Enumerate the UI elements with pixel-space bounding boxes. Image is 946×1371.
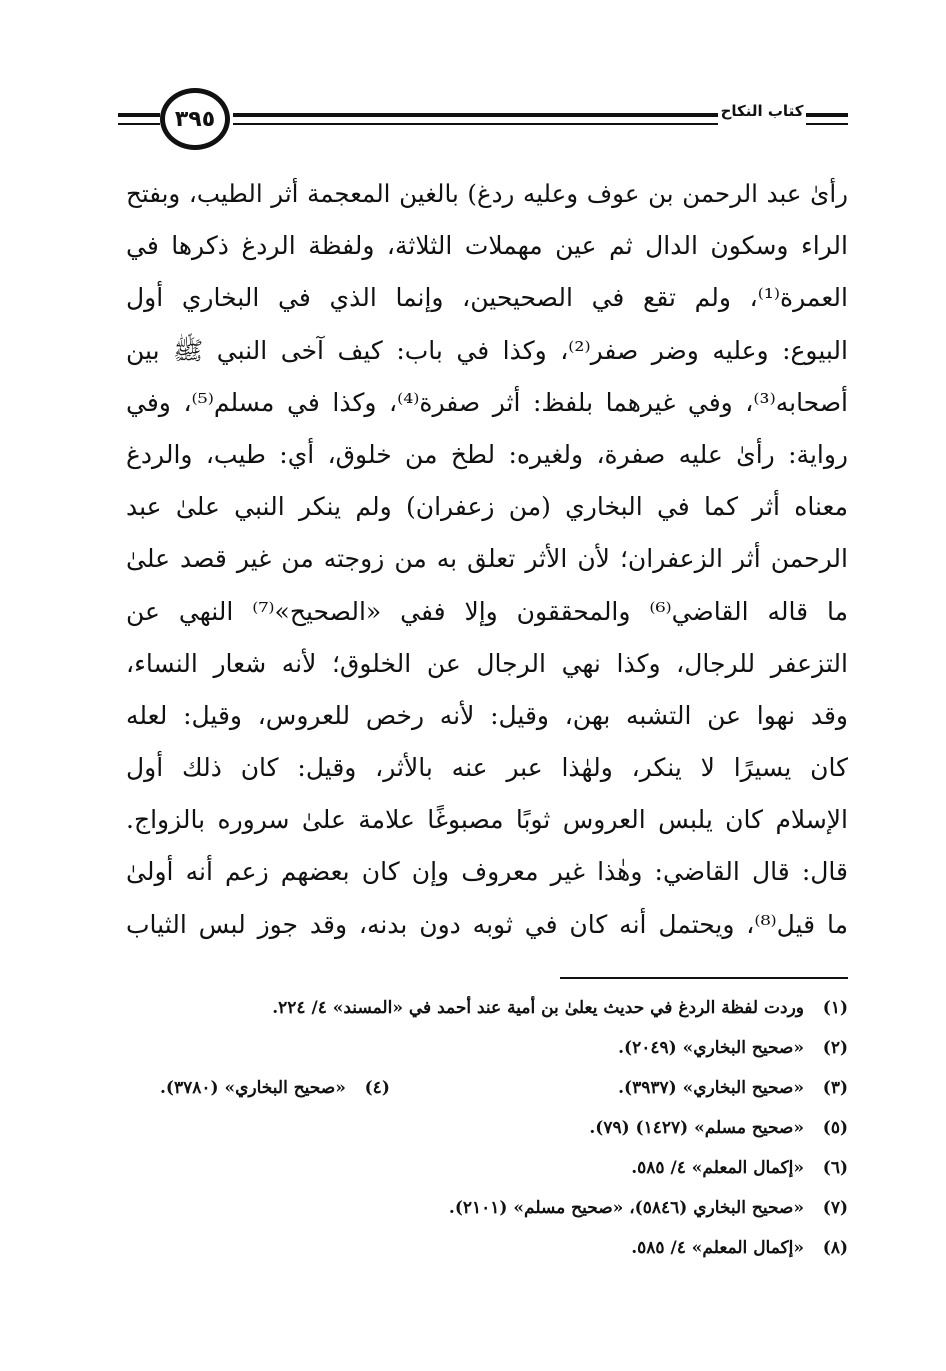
header-rule	[806, 123, 848, 125]
footnote-inline	[160, 1068, 390, 1108]
footnote-text: «صحيح البخاري (٥٨٤٦)، «صحيح مسلم» (٢١٠١).	[448, 1198, 804, 1218]
footnote	[120, 1148, 848, 1188]
footnote	[120, 988, 848, 1028]
text-line: الراء وسكون الدال ثم عين مهملات الثلاثة، ولفظة الردغ ذكرها في	[126, 231, 848, 261]
footnote-text: «صحيح البخاري» (٣٩٣٧).	[618, 1078, 804, 1098]
text-line: العمرة⁽¹⁾، ولم تقع في الصحيحين، وإنما الذي في البخاري أول	[126, 283, 848, 313]
text-line: البيوع: وعليه وضر صفر⁽²⁾، وكذا في باب: كيف آخى النبي ﷺ بين	[126, 335, 848, 365]
header-rule	[806, 113, 848, 117]
footnote-number: (٧)	[822, 1198, 848, 1218]
chapter-title: كتاب النكاح	[720, 102, 804, 120]
footnote-number: (٣)	[822, 1078, 848, 1098]
text-line: التزعفر للرجال، وكذا نهي الرجال عن الخلوق؛ لأنه شعار النساء،	[126, 648, 848, 678]
text-line: وقد نهوا عن التشبه بهن، وقيل: لأنه رخص للعروس، وقيل: لعله	[126, 700, 848, 730]
page-number: ٣٩٥	[160, 88, 230, 150]
header-rule	[118, 123, 160, 125]
header-rule	[233, 123, 718, 125]
text-line: ما قاله القاضي⁽⁶⁾ والمحققون وإلا ففي «الصحيح»⁽⁷⁾ النهي عن	[126, 596, 848, 626]
text-line: قال: قال القاضي: وهٰذا غير معروف وإن كان بعضهم زعم أنه أولىٰ	[126, 857, 848, 887]
footnote-text: «صحيح البخاري» (٣٧٨٠).	[160, 1078, 346, 1098]
text-line: الرحمن أثر الزعفران؛ لأن الأثر تعلق به من زوجته من غير قصد علىٰ	[126, 544, 848, 574]
header-rule	[233, 113, 718, 117]
text-line: كان يسيرًا لا ينكر، ولهٰذا عبر عنه بالأثر، وقيل: كان ذلك أول	[126, 753, 848, 783]
text-line: ما قيل⁽⁸⁾، ويحتمل أنه كان في ثوبه دون بدنه، وقد جوز لبس الثياب	[126, 909, 848, 939]
footnote-separator	[560, 977, 848, 979]
text-line: رواية: رأىٰ عليه صفرة، ولغيره: لطخ من خلوق، أي: طيب، والردغ	[126, 439, 848, 469]
footnote	[120, 1188, 848, 1228]
footnote-number: (٥)	[822, 1118, 848, 1138]
footnote-number: (٢)	[822, 1038, 848, 1058]
footnote	[120, 1068, 848, 1108]
text-line: معناه أثر كما في البخاري (من زعفران) ولم ينكر النبي علىٰ عبد	[126, 492, 848, 522]
header-rule	[118, 113, 160, 117]
footnote-text: «إكمال المعلم» ٤/ ٥٨٥.	[631, 1158, 804, 1178]
footnote-number: (٤)	[364, 1078, 390, 1098]
body-text	[126, 168, 848, 951]
footnote	[120, 1108, 848, 1148]
footnote	[120, 1028, 848, 1068]
footnote-number: (٨)	[822, 1238, 848, 1258]
footnote-number: (١)	[822, 998, 848, 1018]
footnote-text: وردت لفظة الردغ في حديث يعلىٰ بن أمية عند أحمد في «المسند» ٤/ ٢٢٤.	[272, 998, 804, 1018]
text-line: أصحابه⁽³⁾، وفي غيرهما بلفظ: أثر صفرة⁽⁴⁾، وكذا في مسلم⁽⁵⁾، وفي	[126, 387, 848, 417]
footnote-text: «صحيح البخاري» (٢٠٤٩).	[618, 1038, 804, 1058]
text-line: الإسلام كان يلبس العروس ثوبًا مصبوغًا علامة علىٰ سروره بالزواج.	[126, 805, 848, 835]
text-line: رأىٰ عبد الرحمن بن عوف وعليه ردغ) بالغين المعجمة أثر الطيب، وبفتح	[126, 179, 848, 208]
footnote	[120, 1228, 848, 1268]
footnote-number: (٦)	[822, 1158, 848, 1178]
footnote-text: «إكمال المعلم» ٤/ ٥٨٥.	[631, 1238, 804, 1258]
page-header	[118, 88, 848, 158]
footnote-text: «صحيح مسلم» (١٤٢٧) (٧٩).	[589, 1118, 804, 1138]
